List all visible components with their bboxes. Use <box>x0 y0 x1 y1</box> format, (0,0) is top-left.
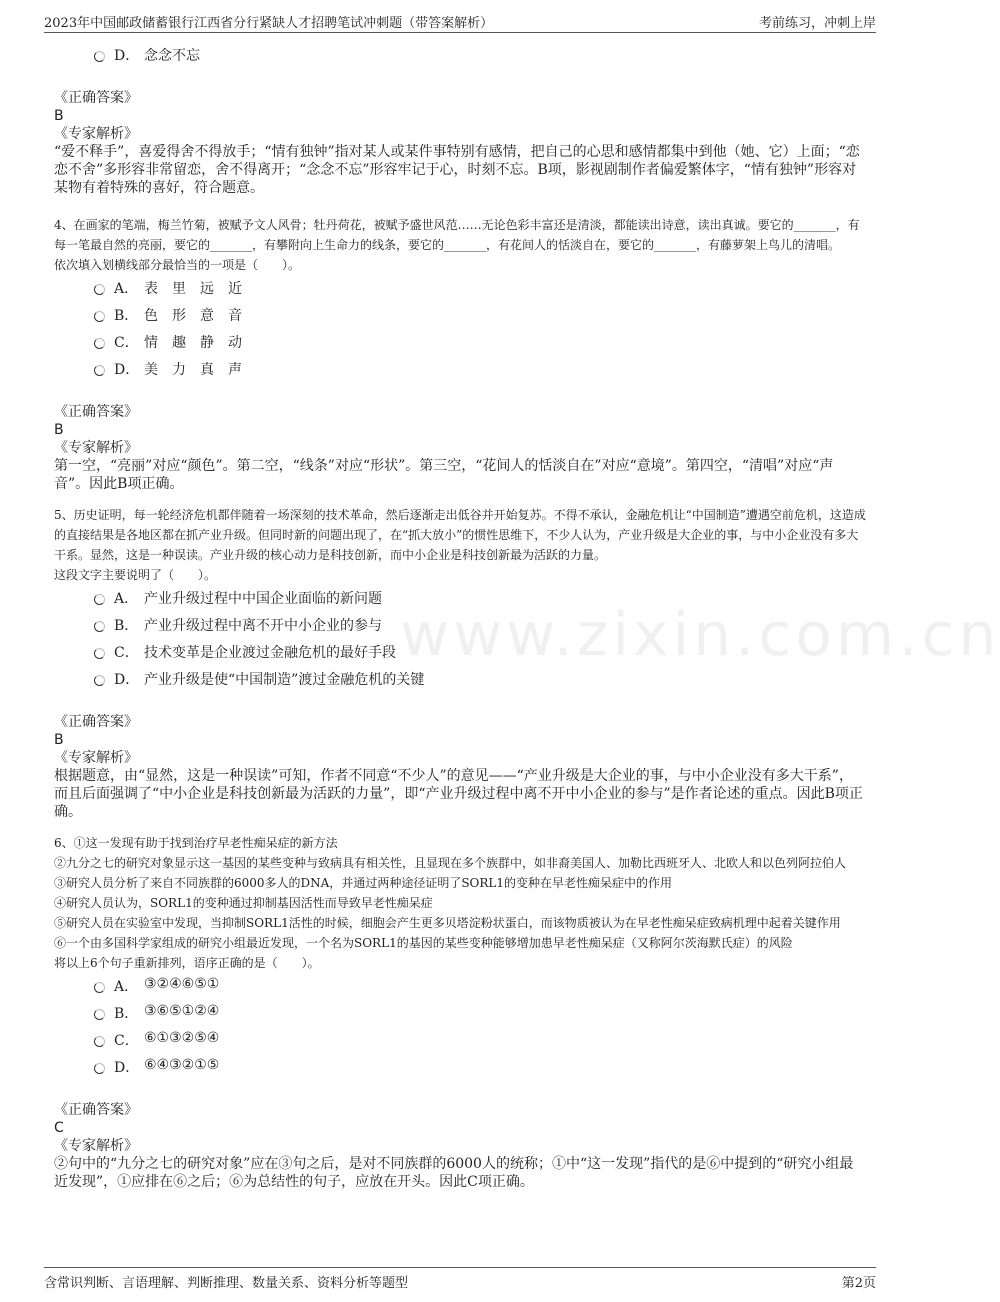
q4-prompt: 依次填入划横线部分最恰当的一项是（ ）。 <box>54 258 301 272</box>
option-text: 产业升级是使“中国制造”渡过金融危机的关键 <box>144 672 425 688</box>
option-text: 念念不忘 <box>144 48 200 64</box>
option-text: 产业升级过程中中国企业面临的新问题 <box>144 591 382 607</box>
answer-label: 《正确答案》 <box>54 1102 138 1118</box>
option-letter: D． <box>114 1060 140 1076</box>
radio-icon[interactable] <box>94 365 105 376</box>
q3-analysis: “爱不释手”，喜爱得舍不得放手；“情有独钟”指对某人或某件事特别有感情，把自己的心思和感情都集中到他（她、它）上面；“恋恋不舍”多形容非常留恋，舍不得离开；“念念不忘”形容牢记于心，时刻不忘。B项，影视剧制作者偏爱繁体字，“情有独钟”形容对某物有着特殊的喜好，符合题意。 <box>54 144 860 196</box>
option-text: 表里远近 <box>144 281 256 297</box>
radio-icon[interactable] <box>94 338 105 349</box>
page-number: 第2页 <box>841 1276 876 1291</box>
q4-option-b[interactable] <box>54 302 866 329</box>
radio-icon[interactable] <box>94 1063 105 1074</box>
option-letter: A． <box>114 281 139 297</box>
q6-stem-line: ③研究人员分析了来自不同族群的6000多人的DNA，并通过两种途径证明了SORL1的变种在早老性痴呆症中的作用 <box>54 876 673 890</box>
q4-answer: B <box>54 422 64 438</box>
answer-label: 《正确答案》 <box>54 404 138 420</box>
q4-option-a[interactable] <box>54 275 866 302</box>
watermark: www.zixin.com.cn <box>400 600 1000 670</box>
analysis-label: 《专家解析》 <box>54 750 138 766</box>
q6-stem-line: ⑤研究人员在实验室中发现，当抑制SORL1活性的时候，细胞会产生更多贝塔淀粉状蛋白，而该物质被认为在早老性痴呆症致病机理中起着关键作用 <box>54 916 841 930</box>
q4-stem: 4、在画家的笔端，梅兰竹菊，被赋予文人风骨；牡丹荷花，被赋予盛世风范……无论色彩丰富还是清淡，都能读出诗意，读出真诚。要它的_______，有每一笔最自然的亮丽，要它的_______，有攀附向上生命力的线条，要它的_______，有花间人的恬淡自在，要它的_______，有藤萝架上鸟儿的清唱。 <box>54 218 860 252</box>
q6-option-d[interactable] <box>54 1054 866 1081</box>
radio-icon[interactable] <box>94 311 105 322</box>
option-letter: B． <box>114 1006 139 1022</box>
option-letter: D． <box>114 362 140 378</box>
q6-stem-line: ②九分之七的研究对象显示这一基因的某些变种与致病具有相关性，且显现在多个族群中，如非裔美国人、加勒比西班牙人、北欧人和以色列阿拉伯人 <box>54 856 847 870</box>
radio-icon[interactable] <box>94 1009 105 1020</box>
q4-option-c[interactable] <box>54 329 866 356</box>
option-letter: B． <box>114 618 139 634</box>
option-letter: D． <box>114 672 140 688</box>
option-text: 色形意音 <box>144 308 256 324</box>
radio-icon[interactable] <box>94 982 105 993</box>
q5-prompt: 这段文字主要说明了（ ）。 <box>54 568 217 582</box>
q6-analysis: ②句中的“九分之七的研究对象”应在③句之后，是对不同族群的6000人的统称；①中“这一发现”指代的是⑥中提到的“研究小组最近发现”，①应排在⑥之后；⑥为总结性的句子，应放在开头。因此C项正确。 <box>54 1156 854 1190</box>
q5-option-a[interactable] <box>54 585 866 612</box>
q5-option-d[interactable] <box>54 666 866 693</box>
option-text: ③⑥⑤①②④ <box>144 1003 220 1019</box>
radio-icon[interactable] <box>94 51 105 62</box>
option-letter: A． <box>114 591 139 607</box>
q5-option-b[interactable] <box>54 612 866 639</box>
radio-icon[interactable] <box>94 594 105 605</box>
q6-stem-line: ⑥一个由多国科学家组成的研究小组最近发现，一个名为SORL1的基因的某些变种能够增加患早老性痴呆症（又称阿尔茨海默氏症）的风险 <box>54 936 793 950</box>
q6-prompt: 将以上6个句子重新排列，语序正确的是（ ）。 <box>54 956 320 970</box>
q4-option-d[interactable] <box>54 356 866 383</box>
radio-icon[interactable] <box>94 1036 105 1047</box>
answer-label: 《正确答案》 <box>54 90 138 106</box>
radio-icon[interactable] <box>94 621 105 632</box>
page-footer <box>44 1267 876 1292</box>
analysis-label: 《专家解析》 <box>54 126 138 142</box>
option-text: ⑥①③②⑤④ <box>144 1030 220 1046</box>
q5-stem: 5、历史证明，每一轮经济危机都伴随着一场深刻的技术革命，然后逐渐走出低谷并开始复苏。不得不承认，金融危机让“中国制造”遭遇空前危机，这造成的直接结果是各地区都在抓产业升级。但同时新的问题出现了，在“抓大放小”的惯性思维下，不少人认为，产业升级是大企业的事，与中小企业没有多大干系。显然，这是一种误读。产业升级的核心动力是科技创新，而中小企业是科技创新最为活跃的力量。 <box>54 508 866 562</box>
q4-analysis: 第一空，“亮丽”对应“颜色”。第二空，“线条”对应“形状”。第三空，“花间人的恬淡自在”对应“意境”。第四空，“清唱”对应“声音”。因此B项正确。 <box>54 458 834 492</box>
option-letter: C． <box>114 335 139 351</box>
header-slogan: 考前练习，冲刺上岸 <box>758 16 876 31</box>
question-content <box>54 42 866 1191</box>
q6-answer: C <box>54 1120 64 1136</box>
option-text: ③②④⑥⑤① <box>144 976 220 992</box>
option-text: 产业升级过程中离不开中小企业的参与 <box>144 618 382 634</box>
q5-option-c[interactable] <box>54 639 866 666</box>
analysis-label: 《专家解析》 <box>54 1138 138 1154</box>
q6-option-a[interactable] <box>54 973 866 1000</box>
option-letter: C． <box>114 1033 139 1049</box>
answer-label: 《正确答案》 <box>54 714 138 730</box>
option-letter: C． <box>114 645 139 661</box>
q3-answer: B <box>54 108 64 124</box>
option-text: 美力真声 <box>144 362 256 378</box>
option-text: 情趣静动 <box>144 335 256 351</box>
analysis-label: 《专家解析》 <box>54 440 138 456</box>
footer-categories: 含常识判断、言语理解、判断推理、数量关系、资料分析等题型 <box>44 1276 409 1291</box>
q6-option-b[interactable] <box>54 1000 866 1027</box>
q5-answer: B <box>54 732 64 748</box>
option-text: 技术变革是企业渡过金融危机的最好手段 <box>144 645 396 661</box>
document-title: 2023年中国邮政储蓄银行江西省分行紧缺人才招聘笔试冲刺题（带答案解析） <box>44 16 494 31</box>
q6-stem-line: 6、①这一发现有助于找到治疗早老性痴呆症的新方法 <box>54 836 338 850</box>
radio-icon[interactable] <box>94 675 105 686</box>
page-header <box>44 10 876 33</box>
radio-icon[interactable] <box>94 648 105 659</box>
radio-icon[interactable] <box>94 284 105 295</box>
option-letter: D． <box>114 48 140 64</box>
option-letter: B． <box>114 308 139 324</box>
q6-stem-line: ④研究人员认为，SORL1的变种通过抑制基因活性而导致早老性痴呆症 <box>54 896 433 910</box>
q3-option-d[interactable] <box>54 42 866 69</box>
option-letter: A． <box>114 979 139 995</box>
option-text: ⑥④③②①⑤ <box>144 1057 220 1073</box>
q5-analysis: 根据题意，由“显然，这是一种误读”可知，作者不同意“不少人”的意见——“产业升级是大企业的事，与中小企业没有多大干系”，而且后面强调了“中小企业是科技创新最为活跃的力量”，即“产业升级过程中离不开中小企业的参与”是作者论述的重点。因此B项正确。 <box>54 768 863 820</box>
q6-option-c[interactable] <box>54 1027 866 1054</box>
